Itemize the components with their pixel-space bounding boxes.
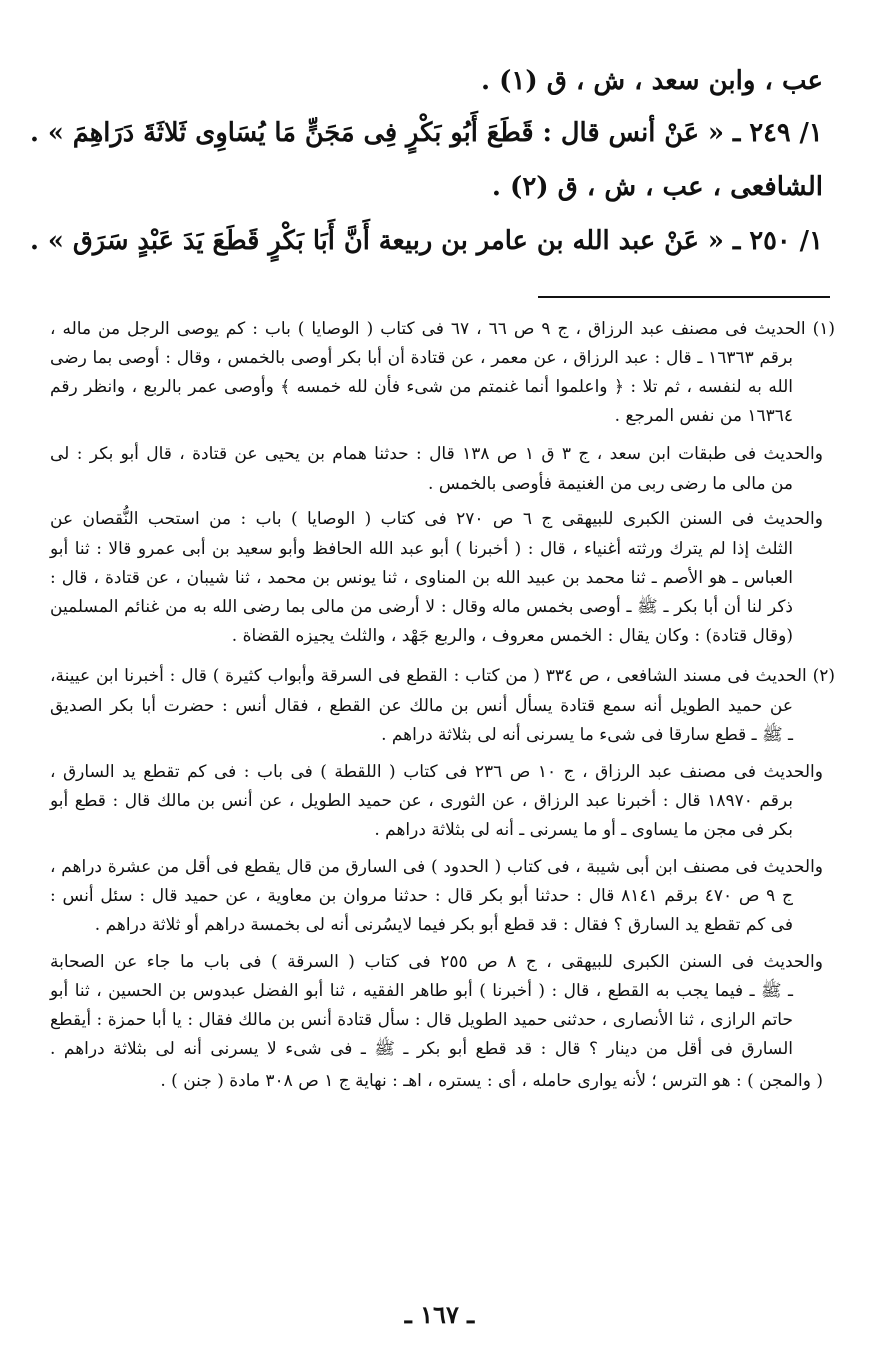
footnote-2-line-7: ج ٩ ص ٤٧٠ برقم ٨١٤١ قال : حدثنا أبو بكر قال : حدثنا مروان بن معاوية ، عن حميد قال : سئل أنس :	[50, 886, 793, 906]
hadith-250: ١/ ٢٥٠ ـ « عَنْ عبد الله بن عامر بن ربيعة أَنَّ أَبَا بَكْرٍ قَطَعَ يَدَ عَبْدٍ سَرَق » .	[30, 226, 823, 256]
footnote-2-line-3: والحديث فى مصنف عبد الرزاق ، ج ١٠ ص ٢٣٦ فى كتاب ( اللقطة ) فى باب : فى كم تقطع يد السارق ،	[50, 762, 823, 782]
footnote-1-line-1: برقم ١٦٣٦٣ ـ قال : عبد الرزاق ، عن معمر ، عن قتادة أن أبا بكر أوصى بالخمس ، وقال : أوصى بما رضى	[50, 348, 793, 368]
footnote-1-line-8: العباس ـ هو الأصم ـ ثنا محمد بن عبيد الله بن المناوى ، ثنا يونس بن محمد ، ثنا شيبان ، عن قتادة ، قال :	[50, 568, 793, 588]
footnote-2-line-12: السارق فى أقل من دينار ؟ قال : قد قطع أبو بكر ـ ﷺ ـ فى شىء لا يسرنى أنه لى بثلاثة دراهم .	[50, 1039, 793, 1059]
footnote-2-line-10: ـ ﷺ ـ فيما يجب به القطع ، قال : ( أخبرنا ) أبو طاهر الفقيه ، ثنا أبو الفضل عبدوس بن الحسين ، ثنا أبو	[50, 981, 793, 1001]
footnote-2-line-8: فى كم تقطع يد السارق ؟ فقال : قد قطع أبو بكر فيما لايسُرنى أنه لى بخمسة دراهم أو ثلاثة دراهم .	[94, 915, 793, 935]
footnote-separator	[538, 296, 830, 298]
sources-249: الشافعى ، عب ، ش ، ق (٢) .	[491, 172, 823, 202]
footnote-2-line-0: (٢) الحديث فى مسند الشافعى ، ص ٣٣٤ ( من كتاب : القطع فى السرقة وأبواب كثيرة ) قال : أخبرنا ابن عيينة،	[50, 666, 835, 686]
footnote-1-line-3: ١٦٣٦٤ من نفس المرجع .	[614, 406, 793, 426]
footnote-1-line-2: الله به لنفسه ، ثم تلا : ﴿ واعلموا أنما غنمتم من شىء فأن لله خمسه ﴾ وأوصى عمر بالربع ، وانظر رقم	[50, 377, 793, 397]
footnote-2-line-9: والحديث فى السنن الكبرى للبيهقى ، ج ٨ ص ٢٥٥ فى كتاب ( السرقة ) فى باب ما جاء عن الصحابة	[50, 952, 823, 972]
footnote-1-line-6: والحديث فى السنن الكبرى للبيهقى ج ٦ ص ٢٧٠ فى كتاب ( الوصايا ) باب : من استحب النُّقصان عن	[50, 509, 823, 529]
footnote-2-line-2: ـ ﷺ ـ قطع سارقا فى شىء ما يسرنى أنه لى بثلاثة دراهم .	[381, 725, 793, 745]
hadith-249: ١/ ٢٤٩ ـ « عَنْ أنس قال : قَطَعَ أَبُو بَكْرٍ فِى مَجَنٍّ مَا يُسَاوِى ثَلاثَةَ دَرَاهِمَ » .	[30, 118, 823, 148]
footnote-2-line-1: عن حميد الطويل أنه سمع قتادة يسأل أنس بن مالك عن القطع ، فقال أنس : حضرت أبا بكر الصديق	[50, 696, 793, 716]
footnote-1-line-7: الثلث إذا لم يترك ورثته أغنياء ، قال : ( أخبرنا ) أبو عبد الله الحافظ وأبو سعيد بن أبى عمرو قالا : ثنا أبو	[50, 539, 793, 559]
footnote-1-line-4: والحديث فى طبقات ابن سعد ، ج ٣ ق ١ ص ١٣٨ قال : حدثنا همام بن يحيى عن قتادة ، قال أبو بكر : لى	[50, 444, 823, 464]
footnote-2-line-13: ( والمجن ) : هو الترس ؛ لأنه يوارى حامله ، أى : يستره ، اهـ : نهاية ج ١ ص ٣٠٨ مادة ( جنن ) .	[160, 1071, 823, 1091]
footnote-2-line-4: برقم ١٨٩٧٠ قال : أخبرنا عبد الرزاق ، عن الثورى ، عن حميد الطويل ، عن أنس بن مالك قال : قطع أبو	[50, 791, 793, 811]
footnote-2-line-6: والحديث فى مصنف ابن أبى شيبة ، فى كتاب ( الحدود ) فى السارق من قال يقطع فى أقل من عشرة دراهم ،	[50, 857, 823, 877]
footnote-1-line-10: (وقال قتادة) : وكان يقال : الخمس معروف ، والربع جَهْد ، والثلث يجيزه القضاة .	[231, 626, 793, 646]
footnote-1-line-9: ذكر لنا أن أبا بكر ـ ﷺ ـ أوصى بخمس ماله وقال : لا أرضى من مالى بما رضى الله به من غنائم المسلمين	[50, 597, 793, 617]
main-line-1: عب ، وابن سعد ، ش ، ق (١) .	[480, 66, 823, 96]
footnote-2-line-5: بكر فى مجن ما يساوى ـ أو ما يسرنى ـ أنه لى بثلاثة دراهم .	[374, 820, 793, 840]
footnote-2-line-11: حاتم الرازى ، ثنا الأنصارى ، حدثنى حميد الطويل قال : سأل قتادة أنس بن مالك فقال : يا أبا حمزة : أيقطع	[50, 1010, 793, 1030]
page-number: ـ ١٦٧ ـ	[404, 1300, 475, 1329]
footnote-1-line-5: من مالى ما رضى ربى من الغنيمة فأوصى بالخمس .	[428, 474, 793, 494]
footnote-1-line-0: (١) الحديث فى مصنف عبد الرزاق ، ج ٩ ص ٦٦ ، ٦٧ فى كتاب ( الوصايا ) باب : كم يوصى الرجل من ماله ،	[50, 319, 835, 339]
